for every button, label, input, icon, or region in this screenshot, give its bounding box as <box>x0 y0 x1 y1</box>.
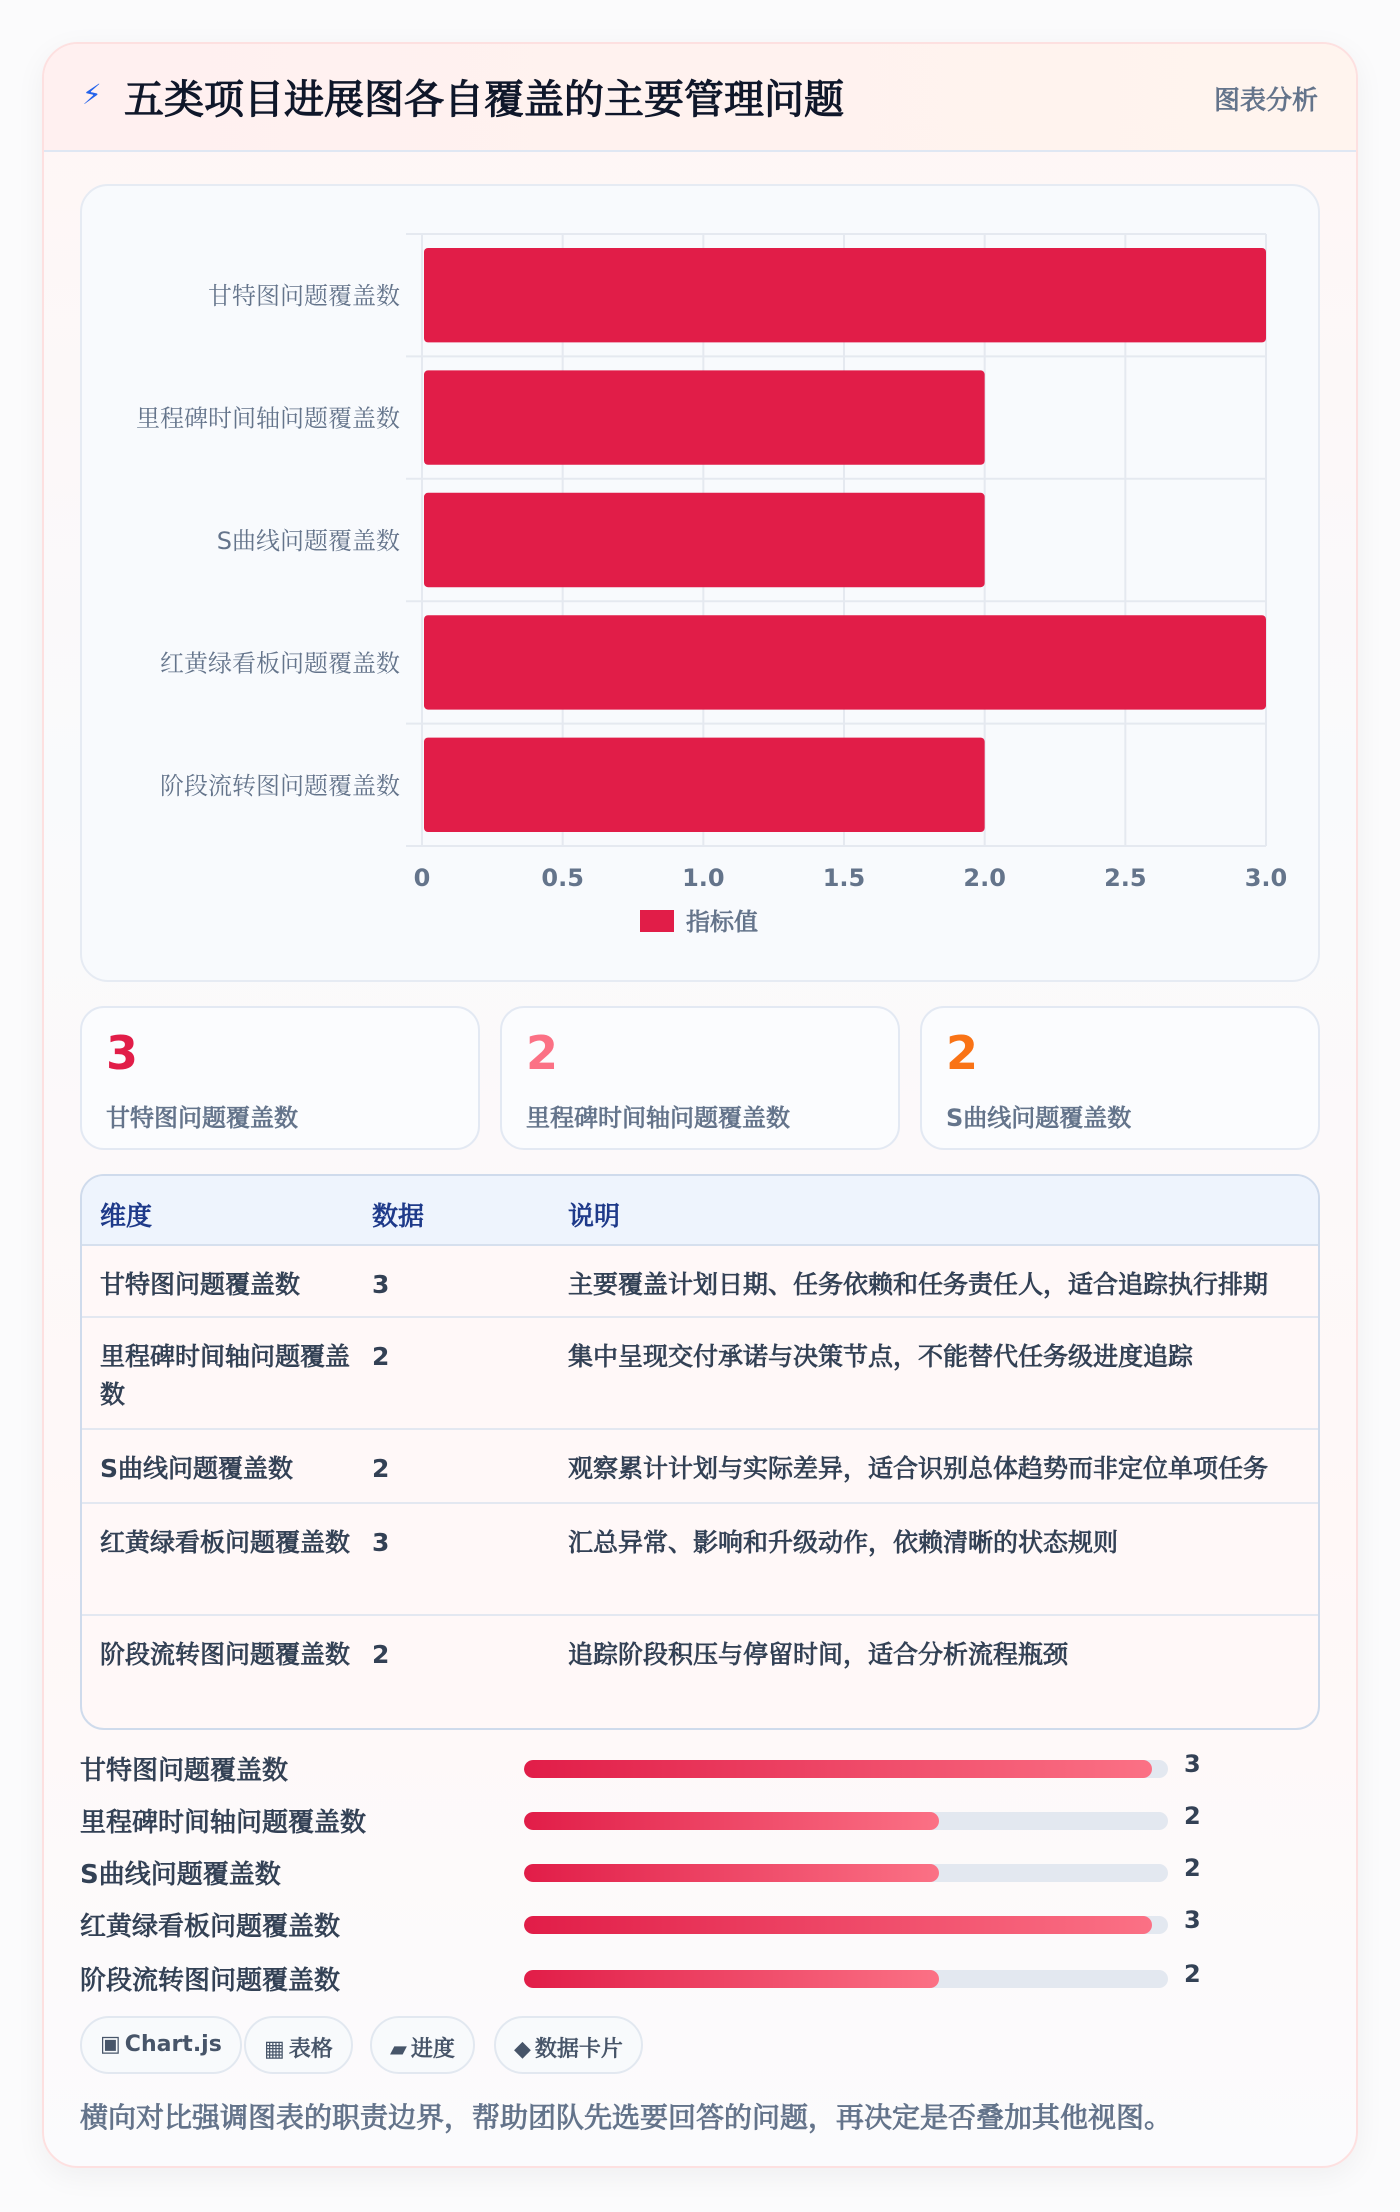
progress-fill <box>524 1812 939 1830</box>
cell-description: 观察累计计划与实际差异，适合识别总体趋势而非定位单项任务 <box>568 1454 1269 1483</box>
table-row <box>82 1318 1318 1430</box>
data-table <box>80 1174 1320 1730</box>
progress-track <box>524 1970 1168 1988</box>
tick-label: 2.5 <box>1104 864 1147 892</box>
bar-chart-panel <box>80 184 1320 982</box>
chip-chartjs[interactable] <box>80 2016 242 2074</box>
header-tag: 图表分析 <box>1213 86 1318 116</box>
tick-label: 1.5 <box>822 864 866 892</box>
table-row <box>82 1430 1318 1504</box>
table-row <box>82 1246 1318 1318</box>
progress-row <box>80 1958 1320 1998</box>
tick-label: 2.0 <box>963 864 1006 892</box>
progress-fill <box>524 1864 939 1882</box>
cell-description: 追踪阶段积压与停留时间，适合分析流程瓶颈 <box>568 1640 1069 1669</box>
cell-value: 2 <box>372 1454 390 1483</box>
category-label: 甘特图问题覆盖数 <box>208 282 400 311</box>
bar <box>424 248 1266 342</box>
table-header <box>82 1176 1318 1246</box>
chip-progress[interactable] <box>370 2016 475 2074</box>
progress-row <box>80 1800 1320 1840</box>
cell-value: 3 <box>372 1270 390 1299</box>
chart-icon: ▣ <box>100 2032 121 2057</box>
progress-label: S曲线问题覆盖数 <box>80 1860 281 1890</box>
tick-label: 0.5 <box>541 864 584 892</box>
stat-value: 2 <box>946 1026 979 1080</box>
progress-track <box>524 1864 1168 1882</box>
cell-description: 集中呈现交付承诺与决策节点，不能替代任务级进度追踪 <box>568 1342 1194 1371</box>
tick-label: 3.0 <box>1244 864 1288 892</box>
cell-dimension: S曲线问题覆盖数 <box>100 1454 294 1483</box>
table-icon: ▦ <box>264 2037 285 2062</box>
category-label: S曲线问题覆盖数 <box>216 527 400 555</box>
progress-fill <box>524 1760 1152 1778</box>
tick-label: 1.0 <box>682 864 725 892</box>
stat-label: 里程碑时间轴问题覆盖数 <box>526 1104 790 1132</box>
category-label: 阶段流转图问题覆盖数 <box>160 771 400 800</box>
bar-chart <box>82 186 1322 984</box>
legend-swatch <box>640 910 674 932</box>
bar <box>424 493 985 587</box>
chip-label: Chart.js <box>124 2032 222 2057</box>
stat-value: 3 <box>106 1026 139 1080</box>
diamond-icon: ◆ <box>514 2037 531 2062</box>
progress-label: 红黄绿看板问题覆盖数 <box>80 1912 341 1942</box>
cell-dimension: 红黄绿看板问题覆盖数 <box>100 1528 351 1557</box>
progress-track <box>524 1812 1168 1830</box>
legend-label: 指标值 <box>686 908 758 936</box>
cell-dimension: 阶段流转图问题覆盖数 <box>100 1640 351 1669</box>
cell-value: 2 <box>372 1342 390 1371</box>
progress-icon: ▰ <box>390 2037 407 2062</box>
stat-card-1 <box>80 1006 480 1150</box>
progress-label: 里程碑时间轴问题覆盖数 <box>80 1808 367 1838</box>
progress-track <box>524 1760 1168 1778</box>
main-card <box>42 42 1358 2168</box>
chip-label: 进度 <box>410 2037 455 2062</box>
footnote: 横向对比强调图表的职责边界，帮助团队先选要回答的问题，再决定是否叠加其他视图。 <box>80 2101 1173 2134</box>
progress-value: 2 <box>1184 1802 1201 1830</box>
category-label: 红黄绿看板问题覆盖数 <box>160 649 400 678</box>
table-row <box>82 1616 1318 1730</box>
stat-label: S曲线问题覆盖数 <box>946 1104 1132 1132</box>
cell-dimension: 甘特图问题覆盖数 <box>100 1270 301 1299</box>
chip-label: 数据卡片 <box>534 2037 623 2062</box>
page-title: 五类项目进展图各自覆盖的主要管理问题 <box>124 77 844 123</box>
chip-data-card[interactable] <box>494 2016 643 2074</box>
cell-value: 2 <box>372 1640 390 1669</box>
progress-row <box>80 1904 1320 1944</box>
header-description: 说明 <box>568 1202 621 1232</box>
cell-value: 3 <box>372 1528 390 1557</box>
bolt-icon: ⚡ <box>82 78 102 111</box>
cell-dimension: 里程碑时间轴问题覆盖数 <box>100 1342 351 1409</box>
progress-fill <box>524 1916 1152 1934</box>
progress-label: 阶段流转图问题覆盖数 <box>80 1966 341 1996</box>
progress-fill <box>524 1970 939 1988</box>
bar <box>424 615 1266 709</box>
chip-label: 表格 <box>288 2037 333 2062</box>
stat-label: 甘特图问题覆盖数 <box>106 1104 298 1132</box>
chip-table[interactable] <box>244 2016 353 2074</box>
cell-description: 主要覆盖计划日期、任务依赖和任务责任人，适合追踪执行排期 <box>568 1270 1269 1299</box>
progress-value: 3 <box>1184 1750 1201 1778</box>
card-header <box>44 44 1356 152</box>
stat-card-2 <box>500 1006 900 1150</box>
bar <box>424 370 985 464</box>
progress-label: 甘特图问题覆盖数 <box>80 1756 289 1786</box>
progress-value: 2 <box>1184 1960 1201 1988</box>
bar <box>424 738 985 832</box>
table-row <box>82 1504 1318 1616</box>
tick-label: 0 <box>413 864 431 892</box>
category-label: 里程碑时间轴问题覆盖数 <box>136 404 400 433</box>
progress-value: 3 <box>1184 1906 1201 1934</box>
stat-card-3 <box>920 1006 1320 1150</box>
progress-row <box>80 1748 1320 1788</box>
cell-description: 汇总异常、影响和升级动作，依赖清晰的状态规则 <box>568 1528 1119 1557</box>
stat-value: 2 <box>526 1026 559 1080</box>
header-dimension: 维度 <box>100 1202 153 1232</box>
header-data: 数据 <box>372 1202 425 1232</box>
progress-row <box>80 1852 1320 1892</box>
progress-track <box>524 1916 1168 1934</box>
progress-value: 2 <box>1184 1854 1201 1882</box>
